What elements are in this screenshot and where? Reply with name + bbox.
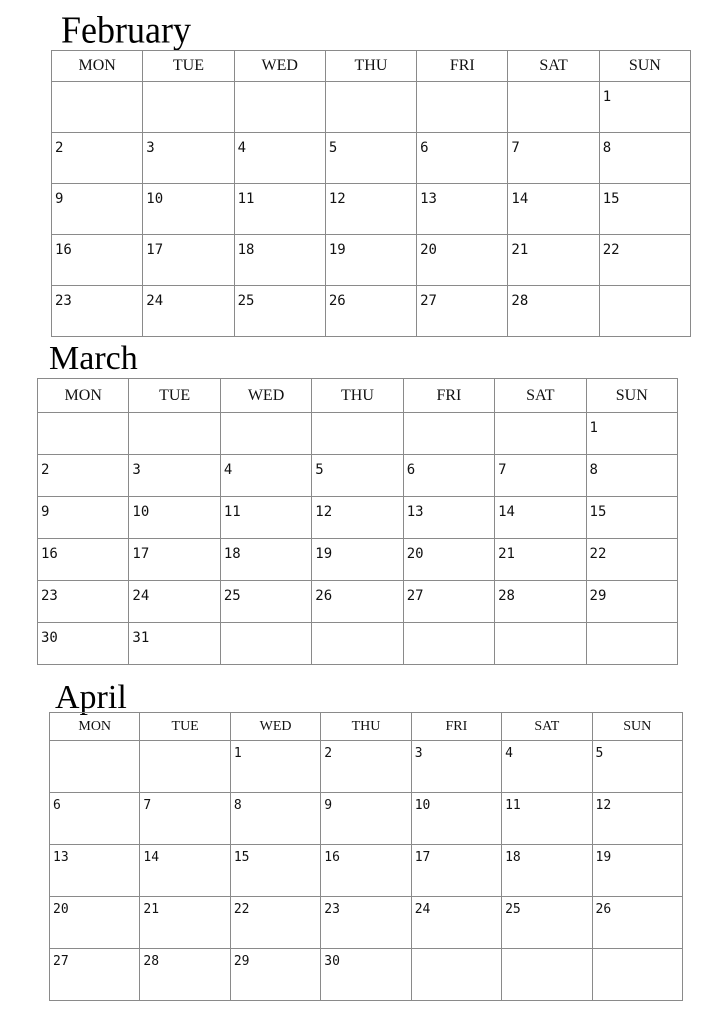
day-cell: [129, 539, 220, 581]
day-number: 20: [420, 242, 437, 258]
day-cell: [325, 235, 416, 286]
day-number: 24: [146, 293, 164, 309]
day-cell: [417, 133, 508, 184]
day-number: 18: [237, 242, 255, 258]
day-cell: [592, 897, 682, 949]
day-number: 16: [41, 546, 58, 562]
week-row: [50, 741, 683, 793]
day-number: [502, 949, 591, 954]
day-number: 12: [595, 798, 612, 813]
day-cell: [50, 793, 140, 845]
day-cell: [508, 286, 599, 337]
day-number: 12: [315, 504, 333, 520]
day-number: 26: [315, 588, 333, 604]
day-number: 1: [589, 420, 598, 436]
day-cell: [230, 897, 320, 949]
day-cell: [508, 133, 599, 184]
day-number: 3: [414, 746, 423, 761]
day-number: 13: [420, 191, 437, 207]
day-number: 5: [595, 746, 604, 761]
day-number: [221, 413, 311, 420]
day-number: 2: [324, 746, 333, 761]
day-cell: [312, 455, 403, 497]
day-cell: [586, 413, 677, 455]
day-number: [52, 82, 142, 89]
day-cell: [38, 581, 129, 623]
day-cell: [52, 235, 143, 286]
day-number: 16: [55, 242, 72, 258]
day-number: 28: [143, 954, 160, 969]
day-number: 8: [233, 798, 242, 813]
day-number: 14: [498, 504, 515, 520]
day-cell: [403, 413, 494, 455]
day-number: [508, 82, 598, 89]
day-number: 22: [233, 902, 250, 917]
day-cell: [599, 82, 690, 133]
day-cell: [403, 455, 494, 497]
day-cell: [411, 845, 501, 897]
day-number: 12: [328, 191, 346, 207]
week-row: [52, 133, 691, 184]
day-number: 6: [53, 798, 61, 813]
day-cell: [586, 581, 677, 623]
day-number: 21: [511, 242, 529, 258]
day-cell: [140, 897, 230, 949]
day-cell: [220, 497, 311, 539]
week-row: [50, 845, 683, 897]
day-cell: [312, 539, 403, 581]
day-cell: [508, 235, 599, 286]
day-cell: [586, 497, 677, 539]
day-number: 19: [328, 242, 346, 258]
weekday-header: WED: [234, 51, 325, 82]
day-cell: [325, 184, 416, 235]
day-number: 31: [132, 630, 150, 646]
day-number: 10: [146, 191, 164, 207]
day-cell: [495, 413, 586, 455]
day-cell: [586, 539, 677, 581]
day-cell: [321, 793, 411, 845]
day-cell: [50, 949, 140, 1001]
day-cell: [234, 133, 325, 184]
day-cell: [38, 539, 129, 581]
week-row: [38, 497, 678, 539]
day-cell: [129, 581, 220, 623]
weekday-header: FRI: [417, 51, 508, 82]
day-cell: [129, 497, 220, 539]
day-number: 8: [589, 462, 598, 478]
day-cell: [411, 741, 501, 793]
day-number: 15: [602, 191, 620, 207]
day-number: [235, 82, 325, 89]
day-cell: [417, 184, 508, 235]
day-cell: [234, 286, 325, 337]
day-number: 10: [414, 798, 431, 813]
day-number: 28: [498, 588, 515, 604]
day-cell: [140, 741, 230, 793]
day-cell: [586, 623, 677, 665]
day-number: 7: [498, 462, 507, 478]
day-cell: [321, 949, 411, 1001]
day-number: [312, 623, 402, 630]
day-cell: [234, 184, 325, 235]
day-cell: [129, 455, 220, 497]
day-cell: [417, 235, 508, 286]
day-cell: [592, 949, 682, 1001]
week-row: [38, 539, 678, 581]
day-number: [50, 741, 139, 746]
month-title: February: [61, 9, 191, 51]
day-cell: [502, 793, 592, 845]
day-number: 1: [602, 89, 612, 105]
day-number: [495, 413, 585, 420]
weekday-header: MON: [50, 713, 140, 741]
day-number: 26: [328, 293, 346, 309]
day-number: [38, 413, 128, 420]
week-row: [38, 455, 678, 497]
day-cell: [220, 581, 311, 623]
day-number: [143, 82, 233, 89]
week-row: [50, 897, 683, 949]
day-number: 11: [223, 504, 241, 520]
day-cell: [495, 497, 586, 539]
day-cell: [417, 286, 508, 337]
day-cell: [140, 793, 230, 845]
day-cell: [495, 581, 586, 623]
weekday-header: WED: [220, 379, 311, 413]
day-number: 17: [132, 546, 150, 562]
day-number: 15: [589, 504, 607, 520]
day-number: [587, 623, 677, 630]
day-number: 17: [414, 850, 431, 865]
day-cell: [220, 455, 311, 497]
day-cell: [234, 235, 325, 286]
weekday-header: THU: [325, 51, 416, 82]
weekday-header: TUE: [140, 713, 230, 741]
month-title: April: [55, 679, 127, 716]
weekday-header: TUE: [143, 51, 234, 82]
day-number: [129, 413, 219, 420]
day-cell: [403, 623, 494, 665]
weekday-header: FRI: [411, 713, 501, 741]
day-number: [600, 286, 690, 293]
day-number: 19: [315, 546, 333, 562]
day-number: 6: [406, 462, 416, 478]
day-number: 20: [53, 902, 69, 917]
day-number: 24: [132, 588, 150, 604]
day-number: [593, 949, 682, 954]
day-number: 22: [589, 546, 607, 562]
month-grid: [37, 378, 678, 665]
day-cell: [143, 133, 234, 184]
day-cell: [411, 793, 501, 845]
day-number: 5: [328, 140, 338, 156]
day-cell: [50, 897, 140, 949]
day-number: 9: [324, 798, 333, 813]
day-cell: [325, 82, 416, 133]
day-cell: [321, 845, 411, 897]
day-number: 30: [324, 954, 340, 969]
day-number: 3: [132, 462, 141, 478]
weekday-header-row: [38, 379, 678, 413]
week-row: [52, 235, 691, 286]
day-cell: [220, 623, 311, 665]
day-cell: [403, 497, 494, 539]
week-row: [52, 82, 691, 133]
day-number: 23: [324, 902, 340, 917]
day-number: 17: [146, 242, 164, 258]
day-number: 4: [505, 746, 513, 761]
day-cell: [143, 235, 234, 286]
month-grid: [51, 50, 691, 337]
day-cell: [411, 897, 501, 949]
day-cell: [417, 82, 508, 133]
day-number: 5: [315, 462, 324, 478]
day-cell: [230, 741, 320, 793]
day-cell: [143, 82, 234, 133]
day-number: 10: [132, 504, 150, 520]
week-row: [38, 581, 678, 623]
day-cell: [586, 455, 677, 497]
week-row: [52, 286, 691, 337]
day-number: 25: [505, 902, 521, 917]
day-number: 29: [589, 588, 607, 604]
day-number: 13: [406, 504, 424, 520]
day-number: 7: [143, 798, 152, 813]
day-cell: [592, 845, 682, 897]
day-cell: [508, 184, 599, 235]
day-number: [417, 82, 507, 89]
day-number: 23: [41, 588, 58, 604]
day-cell: [220, 539, 311, 581]
day-number: 25: [237, 293, 255, 309]
day-cell: [325, 133, 416, 184]
day-cell: [495, 623, 586, 665]
day-cell: [599, 184, 690, 235]
day-number: 13: [53, 850, 69, 865]
day-cell: [502, 897, 592, 949]
day-number: [404, 623, 494, 630]
day-number: 30: [41, 630, 58, 646]
day-cell: [403, 539, 494, 581]
day-number: 14: [511, 191, 529, 207]
day-cell: [508, 82, 599, 133]
day-number: 21: [143, 902, 160, 917]
day-cell: [495, 539, 586, 581]
day-cell: [321, 897, 411, 949]
day-cell: [143, 184, 234, 235]
day-number: 9: [55, 191, 64, 207]
day-number: [221, 623, 311, 630]
day-number: 7: [511, 140, 520, 156]
weekday-header-row: [52, 51, 691, 82]
day-number: [326, 82, 416, 89]
day-cell: [52, 184, 143, 235]
day-cell: [50, 845, 140, 897]
day-cell: [599, 235, 690, 286]
week-row: [38, 413, 678, 455]
day-cell: [312, 623, 403, 665]
day-cell: [325, 286, 416, 337]
day-number: 27: [53, 954, 69, 969]
day-number: 11: [505, 798, 521, 813]
day-number: 11: [237, 191, 255, 207]
day-number: 28: [511, 293, 529, 309]
weekday-header: THU: [312, 379, 403, 413]
week-row: [52, 184, 691, 235]
day-cell: [38, 623, 129, 665]
day-cell: [312, 497, 403, 539]
day-number: 3: [146, 140, 155, 156]
day-number: 24: [414, 902, 431, 917]
day-number: 20: [406, 546, 424, 562]
day-number: 4: [237, 140, 246, 156]
day-cell: [321, 741, 411, 793]
weekday-header: SAT: [508, 51, 599, 82]
month-title: March: [49, 340, 138, 377]
day-number: [412, 949, 501, 954]
day-number: 14: [143, 850, 160, 865]
weekday-header: SAT: [502, 713, 592, 741]
weekday-header: SAT: [495, 379, 586, 413]
day-cell: [312, 581, 403, 623]
day-cell: [50, 741, 140, 793]
weekday-header: SUN: [599, 51, 690, 82]
day-cell: [599, 133, 690, 184]
day-number: 8: [602, 140, 612, 156]
day-number: 16: [324, 850, 340, 865]
day-number: 26: [595, 902, 612, 917]
weekday-header: MON: [38, 379, 129, 413]
day-cell: [230, 793, 320, 845]
day-cell: [592, 793, 682, 845]
day-number: 19: [595, 850, 612, 865]
day-cell: [38, 497, 129, 539]
day-cell: [495, 455, 586, 497]
day-number: 23: [55, 293, 72, 309]
day-cell: [312, 413, 403, 455]
day-number: 6: [420, 140, 429, 156]
day-number: 18: [505, 850, 521, 865]
day-cell: [38, 455, 129, 497]
day-number: 29: [233, 954, 250, 969]
day-cell: [411, 949, 501, 1001]
day-cell: [403, 581, 494, 623]
day-number: 9: [41, 504, 50, 520]
day-cell: [143, 286, 234, 337]
day-number: 22: [602, 242, 620, 258]
day-number: 25: [223, 588, 241, 604]
day-number: 1: [233, 746, 242, 761]
day-cell: [502, 845, 592, 897]
day-cell: [129, 623, 220, 665]
weekday-header-row: [50, 713, 683, 741]
day-cell: [220, 413, 311, 455]
weekday-header: MON: [52, 51, 143, 82]
day-cell: [230, 845, 320, 897]
week-row: [50, 949, 683, 1001]
weekday-header: FRI: [403, 379, 494, 413]
day-cell: [502, 949, 592, 1001]
month-grid: [49, 712, 683, 1001]
day-cell: [52, 286, 143, 337]
day-cell: [140, 949, 230, 1001]
weekday-header: TUE: [129, 379, 220, 413]
day-number: [140, 741, 229, 746]
week-row: [38, 623, 678, 665]
weekday-header: SUN: [586, 379, 677, 413]
day-number: 27: [420, 293, 437, 309]
day-number: 27: [406, 588, 424, 604]
day-cell: [230, 949, 320, 1001]
day-number: 2: [55, 140, 64, 156]
week-row: [50, 793, 683, 845]
day-cell: [502, 741, 592, 793]
day-cell: [140, 845, 230, 897]
day-cell: [599, 286, 690, 337]
day-cell: [592, 741, 682, 793]
day-cell: [38, 413, 129, 455]
day-number: [404, 413, 494, 420]
weekday-header: WED: [230, 713, 320, 741]
day-cell: [52, 133, 143, 184]
day-number: [495, 623, 585, 630]
day-cell: [129, 413, 220, 455]
weekday-header: SUN: [592, 713, 682, 741]
day-number: [312, 413, 402, 420]
day-number: 21: [498, 546, 515, 562]
day-cell: [234, 82, 325, 133]
weekday-header: THU: [321, 713, 411, 741]
day-number: 4: [223, 462, 233, 478]
day-number: 15: [233, 850, 250, 865]
day-cell: [52, 82, 143, 133]
day-number: 18: [223, 546, 241, 562]
day-number: 2: [41, 462, 50, 478]
